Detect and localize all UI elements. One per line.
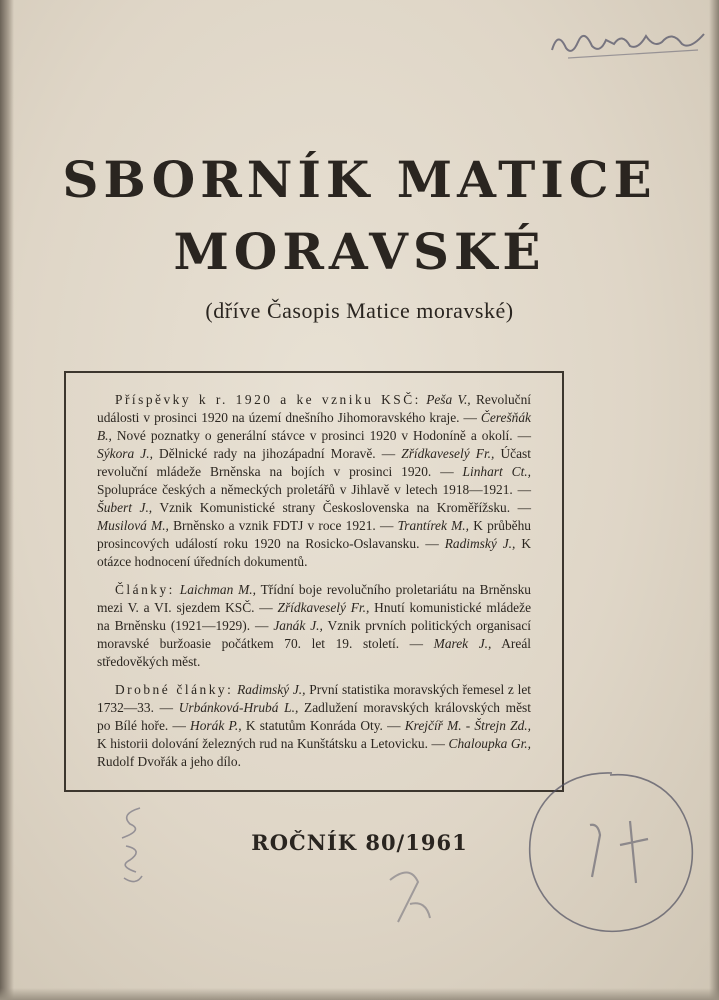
- entry-title: Nové poznatky o generální stávce v prosinci 1920 v Hodoníně a okolí. —: [116, 428, 531, 443]
- contents-section-clanky: [97, 581, 531, 671]
- entry-title: Rudolf Dvořák a jeho dílo.: [97, 754, 241, 769]
- entry-title: Vznik Komunistické strany Československa na Kroměřížsku. —: [159, 500, 532, 515]
- entry-title: K průběhu prosincových událostí roku 1920 na Rosicko-Oslavansku. —: [97, 518, 531, 551]
- entry-title: Areál středověkých měst.: [97, 636, 531, 669]
- journal-title-line-2: MORAVSKÉ: [173, 222, 546, 281]
- section-label-clanky: Články:: [115, 582, 175, 597]
- entry-title: Hnutí komunistické mládeže na Brněnsku (1921—1929). —: [97, 600, 532, 633]
- entry-title: K otázce hodnocení úředních dokumentů.: [97, 536, 531, 569]
- table-of-contents-box: [64, 371, 564, 792]
- entry-author: Marek J.,: [433, 636, 492, 651]
- entry-title: Zadlužení moravských královských měst po Bílé hoře. —: [97, 700, 531, 733]
- entry-author: Trantírek M.,: [397, 518, 470, 533]
- journal-subtitle: (dříve Časopis Matice moravské): [205, 298, 514, 323]
- entry-title: Vznik prvních politických organisací moravské buržoasie počátkem 70. let 19. století. —: [97, 618, 531, 651]
- entry-author: Krejčíř M. - Štrejn Zd.,: [404, 718, 531, 733]
- entry-author: Radimský J.,: [444, 536, 516, 551]
- contents-section-prispevky: [97, 391, 531, 571]
- section-label-prispevky: Příspěvky k r. 1920 a ke vzniku KSČ:: [115, 392, 421, 407]
- entry-author: Radimský J.,: [237, 682, 306, 697]
- entry-title: Třídní boje revolučního proletariátu na Brněnsku mezi V. a VI. sjezdem KSČ. —: [97, 582, 531, 615]
- entry-author: Horák P.,: [190, 718, 242, 733]
- entry-title: Brněnsko a vznik FDTJ v roce 1921. —: [173, 518, 394, 533]
- entry-author: Peša V.,: [426, 392, 471, 407]
- entry-author: Čerešňák B.,: [97, 410, 531, 443]
- entry-title: Spolupráce českých a německých proletářů v Jihlavě v letech 1918—1921. —: [97, 482, 531, 497]
- bottom-paper-edge: [0, 988, 719, 1000]
- entry-title: Revoluční události v prosinci 1920 na území dnešního Jihomoravského kraje. —: [97, 392, 531, 425]
- contents-section-drobne: [97, 681, 531, 771]
- entry-author: Laichman M.,: [179, 582, 257, 597]
- pencil-circle-mark-icon: [520, 765, 700, 940]
- entry-author: Janák J.,: [273, 618, 323, 633]
- entry-author: Musilová M.,: [97, 518, 169, 533]
- entry-author: Zřídkaveselý Fr.,: [277, 600, 370, 615]
- pencil-scribble-icon: [380, 860, 440, 930]
- entry-title: První statistika moravských řemesel z let 1732—33. —: [97, 682, 531, 715]
- entry-author: Zřídkaveselý Fr.,: [401, 446, 495, 461]
- volume-label: ROČNÍK 80/1961: [251, 830, 468, 855]
- entry-author: Chaloupka Gr.,: [448, 736, 531, 751]
- entry-title: K statutům Konráda Oty. —: [245, 718, 401, 733]
- entry-author: Linhart Ct.,: [462, 464, 531, 479]
- entry-title: Účast revoluční mládeže Brněnska na bojích v prosinci 1920. —: [97, 446, 531, 479]
- journal-title-line-1: SBORNÍK MATICE: [62, 150, 657, 209]
- section-label-drobne: Drobné články:: [115, 682, 234, 697]
- entry-author: Urbánková-Hrubá L.,: [178, 700, 299, 715]
- pencil-catalog-note-icon: [548, 20, 708, 64]
- entry-author: Sýkora J.,: [97, 446, 153, 461]
- pencil-side-number-icon: [100, 800, 160, 890]
- entry-title: Dělnické rady na jihozápadní Moravě. —: [159, 446, 396, 461]
- entry-title: K historii dolování železných rud na Kunštátsku a Letovicku. —: [97, 736, 445, 751]
- entry-author: Šubert J.,: [97, 500, 153, 515]
- table-of-contents: [97, 391, 531, 781]
